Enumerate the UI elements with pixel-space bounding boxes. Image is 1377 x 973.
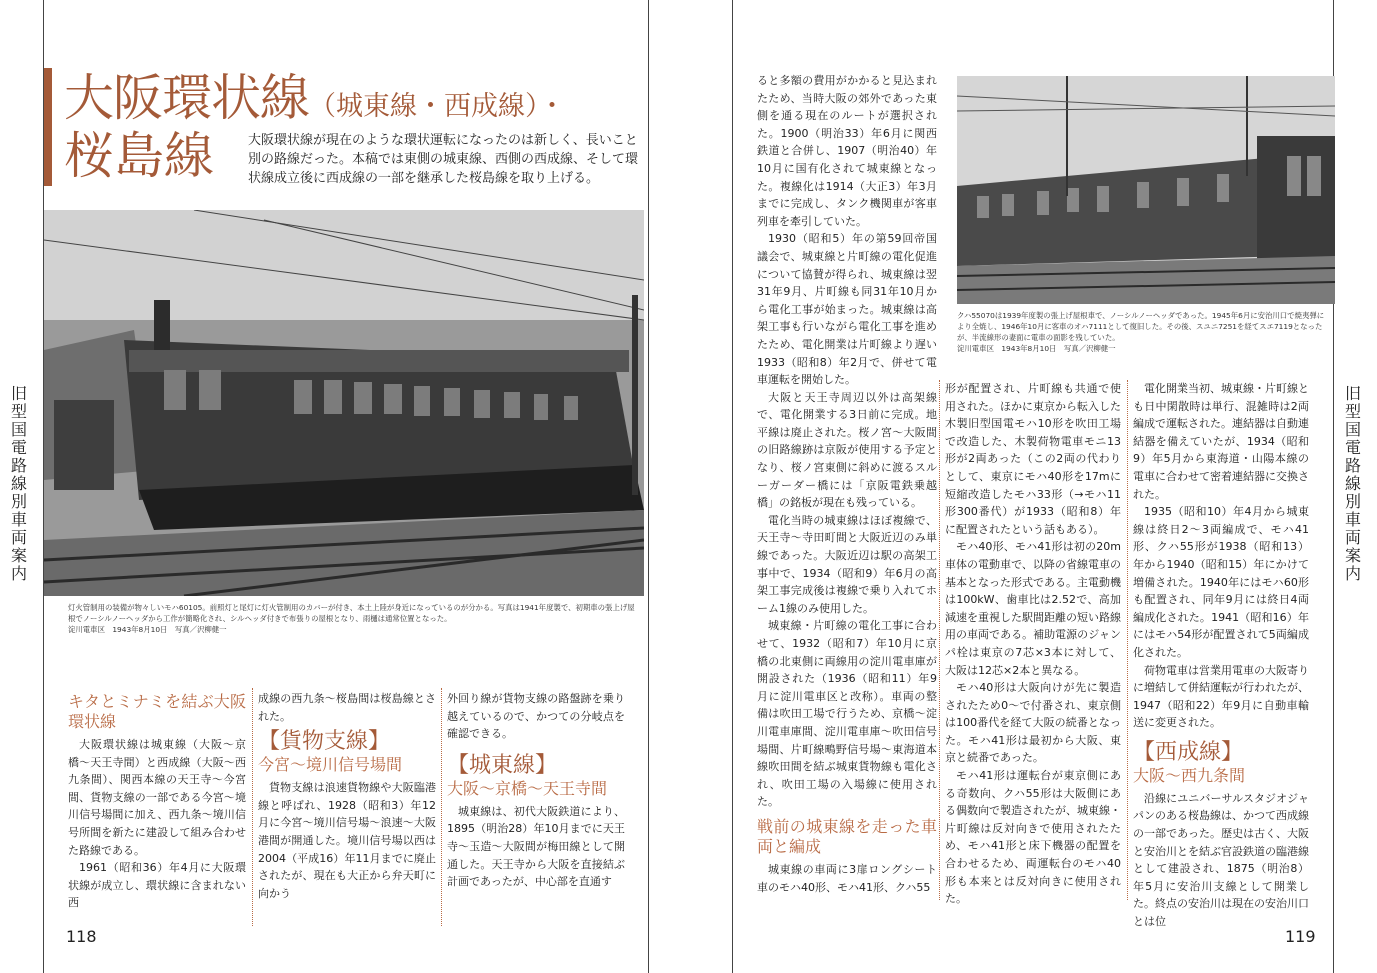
right-column-3: 電化開業当初、城東線・片町線とも日中閑散時は単行、混雑時は2両編成で運転された。連結器は自動連結器を備えていたが、1934（昭和9）年5月から東海道・山陽本線の電車に合わせて密着連結器に交換された。 1935（昭和10）年4月から城東線は終日2〜3両編成で、モハ41形、クハ55形が1938（昭和13）年から1940（昭和15）年にかけて増備された。1940年にはモハ60形も配置され、同年9月には終日4両編成化された。1941（昭和16）年にはモハ54形が配置されて5両編成化された。 荷物電車は営業用電車の大阪寄りに増結して併結運転が行われたが、1947（昭和22）年9月に自動車輸送に変更された。 【西成線】 大阪〜西九条間 沿線にユニバーサルスタジオジャパンのある桜島線は、かつて西成線の一部であった。歴史は古く、大阪と安治川とを結ぶ官設鉄道の臨港線として建設され、1875（明治8）年5月に安治川支線として開業した。終点の安治川は現在の安治川口とは位 (1133, 382, 1309, 929)
page-edge-line (648, 0, 649, 973)
title-accent-bar (44, 68, 52, 186)
article-title-line2: 桜島線 (64, 127, 214, 185)
column-divider (441, 688, 442, 926)
side-label-left: 旧型国電 路線別車両案内 (10, 384, 44, 583)
column-divider (1127, 380, 1128, 900)
subheading-osaka-nishikujo: 大阪〜西九条間 (1133, 765, 1246, 785)
photo-caption-left: 灯火管制用の装備が物々しいモハ60105。前照灯と尾灯に灯火管制用のカバーが付き、本土上陸が身近になっているのが分かる。写真は1941年度製で、初期車の張上げ屋根でノーシルノーヘッダから工作が簡略化され、シルヘッダ付きで布張りの屋根となり、雨樋は通常位置となった。 淀川電車区 1943年8月10日 写真／沢柳健一 (68, 603, 635, 634)
left-column-3: 外回り線が貨物支線の路盤跡を乗り越えているので、かつての分岐点を確認できる。 【城東線】 大阪〜京橋〜天王寺間 城東線は、初代大阪鉄道により、1895（明治28）年10月までに天王寺〜玉造〜大阪間が梅田線として開通した。天王寺から大阪を直接結ぶ計画であったが、中心部を直通す (447, 692, 625, 889)
train-photo-kuha55070 (957, 76, 1335, 304)
left-column-1: キタとミナミを結ぶ大阪環状線 大阪環状線は城東線（大阪〜京橋〜天王寺間）と西成線（大阪〜西九条間）、関西本線の天王寺〜今宮間、貨物支線の一部である今宮〜境川信号場間に加え、西九条〜境川信号所間を新たに建設して組み合わせた路線である。 1961（昭和36）年4月に大阪環状線が成立し、環状線に含まれない西 (68, 692, 246, 910)
heading-joto-line: 【城東線】 (447, 752, 558, 778)
heading-kita-minami: キタとミナミを結ぶ大阪環状線 (68, 692, 246, 731)
left-column-2: 成線の西九条〜桜島間は桜島線とされた。 【貨物支線】 今宮〜境川信号場間 貨物支線は浪速貨物線や大阪臨港線と呼ばれ、1928（昭和3）年12月に今宮〜境川信号場〜浪速〜大阪港間が開通した。境川信号場以西は2004（平成16）年11月までに廃止されたが、現在も大正から弁天町に向かう (258, 692, 436, 900)
lead-paragraph: 大阪環状線が現在のような環状運転になったのは新しく、長いこと別の路線だった。本稿では東側の城東線、西側の西成線、そして環状線成立後に西成線の一部を継承した桜島線を取り上げる。 (248, 133, 639, 186)
side-label-right: 旧型国電 路線別車両案内 (1344, 384, 1377, 583)
train-photo-illustration (44, 210, 644, 596)
right-page (733, 0, 1333, 973)
subheading-imamiya: 今宮〜境川信号場間 (258, 755, 403, 775)
article-title: 大阪環状線（城東線・西成線）・ (64, 69, 566, 127)
page-number-left: 118 (66, 927, 97, 946)
right-column-2: 形が配置され、片町線も共通で使用された。ほかに東京から転入した木製旧型国電モハ10形を吹田工場で改造した、木製荷物電車モニ13形が2両あった（この2両の代わりとして、東京にモハ40形を17mに短縮改造したモハ33形（→モハ11形300番代）が1933（昭和8）年に配置されたという話もある）。 モハ40形、モハ41形は初の20m車体の電動車で、以降の省線電車の基本となった形式である。主電動機は100kW、歯車比は2.52で、高加減速を重視した駅間距離の短い路線用の車両である。補助電源のジャンパ栓は東京の7芯×3本に対して、大阪は12芯×2本と異なる。 モハ40形は大阪向けが先に製造されたため0〜で付番され、東京側は100番代を経て大阪の続番となった。モハ41形は最初から大阪、東京と続番であった。 モハ41形は運転台が東京側にある奇数向、クハ55形は大阪側にある偶数向で製造されたが、城東線・片町線は反対向きで使用されたため、モハ41形と床下機器の配置を合わせるため、両運転台のモハ40形も本来とは反対向きに使用された。 (945, 382, 1121, 906)
book-gutter (648, 0, 732, 973)
train-photo-moha60105 (44, 210, 644, 596)
photo-caption-right: クハ55070は1939年度製の張上げ屋根車で、ノーシルノーヘッダであった。1945年6月に安治川口で焼夷弾により全焼し、1946年10月に客車のオハ7111として復旧した。その後、スユニ7251を経てスエ7119となったが、半流線形の妻面に電車の面影を残していた。 淀川電車区 1943年8月10日 写真／沢柳健一 (957, 311, 1325, 353)
column-divider (939, 380, 940, 900)
subheading-osaka-tennoji: 大阪〜京橋〜天王寺間 (447, 778, 608, 798)
heading-nishinari-line: 【西成線】 (1133, 739, 1244, 765)
heading-prewar-cars: 戦前の城東線を走った車両と編成 (757, 816, 937, 856)
column-divider (252, 688, 253, 926)
heading-freight-branch: 【貨物支線】 (258, 729, 391, 755)
page-number-right: 119 (1285, 927, 1316, 946)
train-photo-illustration (957, 76, 1335, 304)
page-edge-line (43, 0, 44, 973)
right-column-1: ると多額の費用がかかると見込まれたため、当時大阪の郊外であった東側を通る現在のルートが選択された。1900（明治33）年6月に関西鉄道と合併し、1907（明治40）年10月に国有化されて城東線となった。複線化は1914（大正3）年3月までに完成し、タンク機関車が客車列車を牽引していた。 1930（昭和5）年の第59回帝国議会で、城東線と片町線の電化促進について協賛が得られ、城東線は翌31年9月、片町線も同31年10月から電化工事が始まった。城東線は高架工事も行いながら電化工事を進めたため、電化開業は片町線より遅い1933（昭和8）年2月で、併せて電車運転を開始した。 大阪と天王寺周辺以外は高架線で、電化開業する3日前に完成。地平線は廃止された。桜ノ宮〜大阪間の旧路線跡は京阪が使用する予定となり、桜ノ宮東側に斜めに渡るスルーガーダー橋には「京阪電鉄乗越橋」の銘板が現在も残っている。 電化当時の城東線はほぼ複線で、天王寺〜寺田町間と大阪近辺のみ単線であった。大阪近辺は駅の高架工事中で、1934（昭和9）年6月の高架工事完成後は複線で乗り入れてホーム1線のみ使用した。 城東線・片町線の電化工事に合わせて、1932（昭和7）年10月に京橋の北東側に両線用の淀川電車庫が開設された（1936（昭和11）年9月に淀川電車区と改称）。車両の整備は吹田工場で行うため、京橋〜淀川電車庫間、淀川電車庫〜吹田信号場間、片町線鴫野信号場〜東海道本線吹田間を結ぶ城東貨物線も電化され、吹田工場の入場線に使用された。 戦前の城東線を走った車両と編成 城東線の車両に3扉ロングシート車のモハ40形、モハ41形、クハ55 (757, 74, 937, 894)
